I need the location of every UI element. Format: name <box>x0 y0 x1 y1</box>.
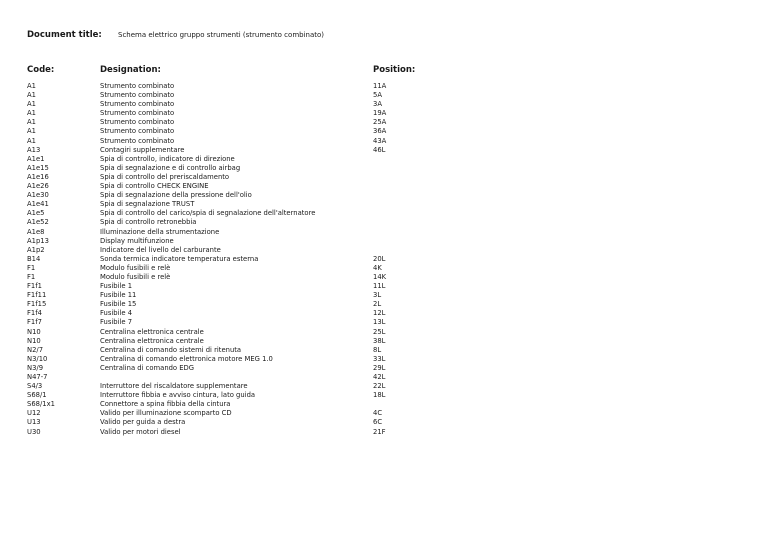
cell-code: A1 <box>27 91 36 100</box>
table-row <box>0 273 768 282</box>
cell-designation: Centralina di comando elettronica motore MEG 1.0 <box>100 354 273 363</box>
table-row <box>0 237 768 246</box>
cell-code: A1 <box>27 100 36 109</box>
cell-code: A1 <box>27 82 36 90</box>
cell-code: A1e30 <box>27 191 49 200</box>
cell-code: A1p13 <box>27 236 49 245</box>
table-row <box>0 127 768 136</box>
cell-designation: Spia di controllo del carico/spia di segnalazione dell'alternatore <box>100 209 316 218</box>
cell-designation: Spia di segnalazione TRUST <box>100 200 195 209</box>
cell-designation: Spia di controllo, indicatore di direzione <box>100 154 235 163</box>
cell-code: A1e52 <box>27 218 49 227</box>
cell-code: N2/7 <box>27 345 44 354</box>
cell-position: 12L <box>373 309 386 318</box>
cell-designation: Fusibile 15 <box>100 300 137 309</box>
cell-designation: Spia di segnalazione e di controllo airbag <box>100 163 241 172</box>
table-row <box>0 428 768 437</box>
cell-code: S68/1x1 <box>27 400 55 409</box>
cell-code: F1f11 <box>27 291 47 300</box>
cell-position: 4C <box>373 409 383 418</box>
cell-code: A1e15 <box>27 163 49 172</box>
cell-code: U12 <box>27 409 41 418</box>
table-row <box>0 309 768 318</box>
cell-position: 19A <box>373 109 387 118</box>
cell-designation: Modulo fusibili e relè <box>100 263 171 272</box>
cell-designation: Centralina elettronica centrale <box>100 336 204 345</box>
table-row <box>0 255 768 264</box>
table-row <box>0 337 768 346</box>
table-row <box>0 109 768 118</box>
cell-code: F1 <box>27 263 36 272</box>
table-row <box>0 218 768 227</box>
cell-designation: Valido per illuminazione scomparto CD <box>100 409 232 418</box>
cell-designation: Sonda termica indicatore temperatura esterna <box>100 254 259 263</box>
cell-code: A1 <box>27 109 36 118</box>
cell-designation: Display multifunzione <box>100 236 174 245</box>
table-row <box>0 228 768 237</box>
cell-position: 2L <box>373 300 382 309</box>
cell-position: 14K <box>373 272 387 281</box>
table-row <box>0 391 768 400</box>
cell-code: F1 <box>27 272 36 281</box>
document-title-value: Schema elettrico gruppo strumenti (strumento combinato) <box>118 31 325 39</box>
table-row <box>0 164 768 173</box>
table-row <box>0 373 768 382</box>
cell-position: 3A <box>373 100 382 109</box>
cell-code: A1p2 <box>27 245 45 254</box>
cell-code: N3/9 <box>27 363 44 372</box>
cell-position: 43A <box>373 136 387 145</box>
cell-designation: Valido per guida a destra <box>100 418 186 427</box>
cell-position: 5A <box>373 91 382 100</box>
cell-designation: Fusibile 7 <box>100 318 133 327</box>
table-row <box>0 409 768 418</box>
cell-code: A1 <box>27 118 36 127</box>
table-row <box>0 382 768 391</box>
cell-designation: Fusibile 4 <box>100 309 133 318</box>
cell-position: 3L <box>373 291 382 300</box>
cell-position: 18L <box>373 391 386 400</box>
cell-designation: Spia di controllo del preriscaldamento <box>100 172 230 181</box>
cell-code: N3/10 <box>27 354 48 363</box>
cell-code: S4/3 <box>27 382 43 391</box>
header-code: Code: <box>27 65 55 75</box>
cell-position: 11L <box>373 282 386 291</box>
table-row <box>0 418 768 427</box>
cell-designation: Fusibile 1 <box>100 282 133 291</box>
cell-code: B14 <box>27 254 41 263</box>
table-row <box>0 291 768 300</box>
cell-code: F1f1 <box>27 282 42 291</box>
cell-code: A1e5 <box>27 209 45 218</box>
cell-designation: Strumento combinato <box>100 82 175 90</box>
table-row <box>0 355 768 364</box>
cell-position: 13L <box>373 318 386 327</box>
table-row <box>0 200 768 209</box>
cell-position: 6C <box>373 418 383 427</box>
table-row <box>0 209 768 218</box>
component-list <box>0 82 768 437</box>
cell-designation: Centralina di comando sistemi di ritenuta <box>100 345 242 354</box>
table-row <box>0 118 768 127</box>
table-row <box>0 400 768 409</box>
cell-position: 33L <box>373 354 386 363</box>
cell-designation: Strumento combinato <box>100 109 175 118</box>
cell-position: 8L <box>373 345 382 354</box>
cell-code: A1e1 <box>27 154 45 163</box>
document-title-label: Document title: <box>27 30 102 40</box>
table-row <box>0 246 768 255</box>
cell-designation: Strumento combinato <box>100 100 175 109</box>
cell-position: 25A <box>373 118 387 127</box>
cell-code: N10 <box>27 336 41 345</box>
table-row <box>0 346 768 355</box>
table-row <box>0 282 768 291</box>
cell-code: U13 <box>27 418 41 427</box>
cell-designation: Strumento combinato <box>100 118 175 127</box>
cell-position: 36A <box>373 127 387 136</box>
cell-designation: Interruttore del riscaldatore supplementare <box>100 382 248 391</box>
table-row <box>0 264 768 273</box>
cell-code: F1f15 <box>27 300 47 309</box>
cell-position: 22L <box>373 382 386 391</box>
table-row <box>0 82 768 91</box>
table-row <box>0 182 768 191</box>
cell-designation: Spia di controllo retronebbia <box>100 218 197 227</box>
cell-code: A1 <box>27 136 36 145</box>
table-row <box>0 91 768 100</box>
cell-code: A1e8 <box>27 227 45 236</box>
cell-code: A1e26 <box>27 182 49 191</box>
table-row <box>0 137 768 146</box>
table-row <box>0 155 768 164</box>
cell-designation: Contagiri supplementare <box>100 145 185 154</box>
cell-code: A1e41 <box>27 200 49 209</box>
cell-code: A13 <box>27 145 41 154</box>
table-row <box>0 100 768 109</box>
cell-code: F1f7 <box>27 318 42 327</box>
cell-designation: Indicatore del livello del carburante <box>100 245 221 254</box>
cell-designation: Centralina elettronica centrale <box>100 327 204 336</box>
cell-designation: Valido per motori diesel <box>100 427 181 436</box>
header-designation: Designation: <box>100 65 161 75</box>
cell-position: 46L <box>373 145 386 154</box>
cell-code: N10 <box>27 327 41 336</box>
table-row <box>0 300 768 309</box>
cell-position: 21F <box>373 427 386 436</box>
table-row <box>0 328 768 337</box>
cell-designation: Strumento combinato <box>100 136 175 145</box>
cell-position: 11A <box>373 82 387 90</box>
cell-code: U30 <box>27 427 41 436</box>
cell-designation: Spia di controllo CHECK ENGINE <box>100 182 209 191</box>
cell-position: 20L <box>373 254 386 263</box>
cell-position: 38L <box>373 336 386 345</box>
cell-code: A1e16 <box>27 172 49 181</box>
cell-designation: Connettore a spina fibbia della cintura <box>100 400 231 409</box>
cell-position: 29L <box>373 363 386 372</box>
table-row <box>0 146 768 155</box>
cell-code: N47-7 <box>27 373 48 381</box>
cell-designation: Interruttore fibbia e avviso cintura, lato guida <box>100 391 256 400</box>
cell-designation: Spia di segnalazione della pressione dell'olio <box>100 191 252 200</box>
cell-designation: Centralina di comando EDG <box>100 363 195 372</box>
cell-code: F1f4 <box>27 309 42 318</box>
cell-code: S68/1 <box>27 391 47 400</box>
table-row <box>0 173 768 182</box>
table-row <box>0 364 768 373</box>
header-position: Position: <box>373 65 416 75</box>
cell-designation: Illuminazione della strumentazione <box>100 227 220 236</box>
cell-designation: Modulo fusibili e relè <box>100 272 171 281</box>
cell-code: A1 <box>27 127 36 136</box>
cell-position: 4K <box>373 263 382 272</box>
cell-position: 25L <box>373 327 386 336</box>
table-row <box>0 318 768 327</box>
cell-designation: Strumento combinato <box>100 127 175 136</box>
table-row <box>0 191 768 200</box>
cell-designation: Strumento combinato <box>100 91 175 100</box>
cell-designation: Fusibile 11 <box>100 291 137 300</box>
cell-position: 42L <box>373 373 386 381</box>
